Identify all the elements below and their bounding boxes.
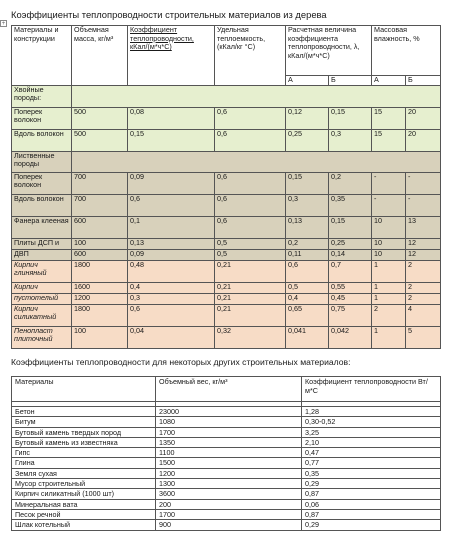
table-row: [12, 489, 441, 499]
cell-material: Кирпич: [12, 282, 72, 293]
cell: 1: [372, 326, 406, 348]
cell: 600: [72, 249, 128, 260]
cell: 4: [406, 304, 441, 326]
cell: 2: [406, 260, 441, 282]
cell: 0,21: [215, 260, 286, 282]
cell-material: Вдоль волокон: [12, 194, 72, 216]
cell: 0,6: [215, 129, 286, 151]
table-row: [12, 326, 441, 348]
cell-material: Вдоль волокон: [12, 129, 72, 151]
cell: 2: [372, 304, 406, 326]
table-row: [12, 172, 441, 194]
cell-material: Поперек волокон: [12, 172, 72, 194]
cell: -: [406, 194, 441, 216]
cell: 0,35: [302, 468, 441, 478]
cell: 0,6: [286, 260, 329, 282]
table-row: [12, 238, 441, 249]
cell: 0,08: [128, 107, 215, 129]
cell: 100: [72, 326, 128, 348]
cell: 0,3: [128, 293, 215, 304]
table-row: [12, 509, 441, 519]
header-material: Материалы: [12, 377, 156, 402]
cell: 0,21: [215, 304, 286, 326]
cell: 15: [372, 129, 406, 151]
cell: 1800: [72, 304, 128, 326]
header-density: Объемный вес, кг/м³: [156, 377, 302, 402]
cell: -: [372, 194, 406, 216]
cell: 0,77: [302, 458, 441, 468]
cell: 0,6: [215, 172, 286, 194]
cell: 0,12: [286, 107, 329, 129]
cell: 15: [372, 107, 406, 129]
table-row: [12, 468, 441, 478]
cell: 0,21: [215, 282, 286, 293]
header-heat-capacity: Удельная теплоемкость, (кКал/кг °С): [215, 26, 286, 86]
cell: 0,5: [286, 282, 329, 293]
cell-material: Фанера клееная: [12, 216, 72, 238]
table-row: [12, 437, 441, 447]
cell: 0,35: [329, 194, 372, 216]
cell: 0,1: [128, 216, 215, 238]
cell: 0,87: [302, 489, 441, 499]
cell: 1200: [156, 468, 302, 478]
cell: 0,75: [329, 304, 372, 326]
table-row: [12, 107, 441, 129]
cell: 1600: [72, 282, 128, 293]
wood-materials-table: [11, 25, 441, 349]
cell: 0,6: [215, 107, 286, 129]
table-row: [12, 282, 441, 293]
cell: 0,09: [128, 249, 215, 260]
cell-material: Кирпич силикатный (1000 шт): [12, 489, 156, 499]
cell: 0,55: [329, 282, 372, 293]
cell: 10: [372, 216, 406, 238]
cell-material: Песок речной: [12, 509, 156, 519]
cell-material: Пенопласт плиточный: [12, 326, 72, 348]
cell: 0,25: [329, 238, 372, 249]
cell: 5: [406, 326, 441, 348]
cell: 0,6: [128, 304, 215, 326]
cell-material: Земля сухая: [12, 468, 156, 478]
cell: 0,041: [286, 326, 329, 348]
cell: 600: [72, 216, 128, 238]
cell: 0,6: [215, 194, 286, 216]
group-fill: [72, 85, 441, 107]
table-row: [12, 499, 441, 509]
cell-material: Бутовый камень из известняка: [12, 437, 156, 447]
cell: 2,10: [302, 437, 441, 447]
cell: 1: [372, 282, 406, 293]
header-conductivity: Коэффициент теплопроводности, кКал/(м*ч*С): [128, 26, 215, 86]
cell: 0,2: [286, 238, 329, 249]
cell-material: Гипс: [12, 448, 156, 458]
cell: 0,7: [329, 260, 372, 282]
other-materials-table: [11, 376, 441, 531]
cell-material: Мусор строительный: [12, 479, 156, 489]
cell: 0,32: [215, 326, 286, 348]
cell: 0,6: [215, 216, 286, 238]
cell-material: Шлак котельный: [12, 520, 156, 530]
cell: 1700: [156, 427, 302, 437]
cell-material: ДВП: [12, 249, 72, 260]
header-density: Объемная масса, кг/м³: [72, 26, 128, 86]
cell: 3,25: [302, 427, 441, 437]
cell: 0,13: [286, 216, 329, 238]
cell-material: Кирпич силикатный: [12, 304, 72, 326]
cell: 1350: [156, 437, 302, 447]
cell: 500: [72, 107, 128, 129]
table-row: [12, 304, 441, 326]
cell: 23000: [156, 407, 302, 417]
cell: 0,3: [329, 129, 372, 151]
cell: 12: [406, 249, 441, 260]
cell: 1: [372, 260, 406, 282]
group-fill: [72, 151, 441, 172]
table-row: [12, 427, 441, 437]
cell: -: [406, 172, 441, 194]
cell: 13: [406, 216, 441, 238]
cell: 0,09: [128, 172, 215, 194]
cell-material: Плиты ДСП и: [12, 238, 72, 249]
header-material: Материалы и конструкции: [12, 26, 72, 86]
cell: 0,2: [329, 172, 372, 194]
cell: 10: [372, 249, 406, 260]
header-conductivity: Коэффициент теплопроводности Вт/м*С: [302, 377, 441, 402]
cell: 1200: [72, 293, 128, 304]
cell: 0,4: [286, 293, 329, 304]
cell: 1100: [156, 448, 302, 458]
table-move-handle-icon[interactable]: +: [1, 21, 6, 27]
cell-material: Поперек волокон: [12, 107, 72, 129]
cell: 0,15: [329, 107, 372, 129]
cell: 0,15: [329, 216, 372, 238]
cell: 1500: [156, 458, 302, 468]
table-row: [12, 417, 441, 427]
cell: 0,4: [128, 282, 215, 293]
cell: 500: [72, 129, 128, 151]
cell: 20: [406, 129, 441, 151]
cell: 20: [406, 107, 441, 129]
cell: 200: [156, 499, 302, 509]
cell: 0,47: [302, 448, 441, 458]
cell: 0,15: [128, 129, 215, 151]
table-row: [12, 260, 441, 282]
cell: 0,29: [302, 479, 441, 489]
cell: 0,11: [286, 249, 329, 260]
cell: 0,87: [302, 509, 441, 519]
cell: 1,28: [302, 407, 441, 417]
cell: 1: [372, 293, 406, 304]
table-row: [12, 458, 441, 468]
cell: 0,65: [286, 304, 329, 326]
cell: 1300: [156, 479, 302, 489]
cell: 0,04: [128, 326, 215, 348]
table-row: [12, 448, 441, 458]
cell-material: Глина: [12, 458, 156, 468]
subheader-a: А: [372, 76, 406, 86]
cell: 0,3: [286, 194, 329, 216]
table-row: [12, 520, 441, 530]
cell-material: пустотелый: [12, 293, 72, 304]
cell: 10: [372, 238, 406, 249]
header-moisture: Массовая влажность, %: [372, 26, 441, 76]
cell: 0,25: [286, 129, 329, 151]
cell-material: Минеральная вата: [12, 499, 156, 509]
cell: 0,6: [128, 194, 215, 216]
cell: 0,13: [128, 238, 215, 249]
table-row: [12, 216, 441, 238]
subheader-b: Б: [329, 76, 372, 86]
header-calc-conductivity: Расчетная величина коэффициента теплопроводности, λ, кКал/(м*ч*С): [286, 26, 372, 76]
table-row: [12, 249, 441, 260]
cell: 0,15: [286, 172, 329, 194]
cell: 700: [72, 172, 128, 194]
group-label-conifers: Хвойные породы:: [12, 85, 72, 107]
table-row: [12, 293, 441, 304]
cell: 700: [72, 194, 128, 216]
cell: 0,29: [302, 520, 441, 530]
cell: -: [372, 172, 406, 194]
cell: 0,21: [215, 293, 286, 304]
cell-material: Бетон: [12, 407, 156, 417]
cell: 2: [406, 293, 441, 304]
table-row: [12, 194, 441, 216]
cell: 0,14: [329, 249, 372, 260]
cell: 1080: [156, 417, 302, 427]
cell: 0,06: [302, 499, 441, 509]
cell-material: Битум: [12, 417, 156, 427]
cell: 0,30-0,52: [302, 417, 441, 427]
subheader-b: Б: [406, 76, 441, 86]
cell: 12: [406, 238, 441, 249]
cell-material: Бутовый камень твердых пород: [12, 427, 156, 437]
cell: 0,48: [128, 260, 215, 282]
group-label-deciduous: Лиственные породы: [12, 151, 72, 172]
cell: 0,45: [329, 293, 372, 304]
cell: 900: [156, 520, 302, 530]
subheader-a: А: [286, 76, 329, 86]
table-row: [12, 129, 441, 151]
cell: 1700: [156, 509, 302, 519]
cell: 2: [406, 282, 441, 293]
cell: 1800: [72, 260, 128, 282]
cell-material: Кирпич глиняный: [12, 260, 72, 282]
table-row: [12, 479, 441, 489]
table-row: [12, 407, 441, 417]
cell: 0,5: [215, 249, 286, 260]
section-title: Коэффициенты теплопроводности для некоторых других строительных материалов:: [11, 357, 351, 367]
cell: 0,5: [215, 238, 286, 249]
cell: 100: [72, 238, 128, 249]
cell: 3600: [156, 489, 302, 499]
page-title: Коэффициенты теплопроводности строительных материалов из дерева: [11, 9, 327, 20]
cell: 0,042: [329, 326, 372, 348]
